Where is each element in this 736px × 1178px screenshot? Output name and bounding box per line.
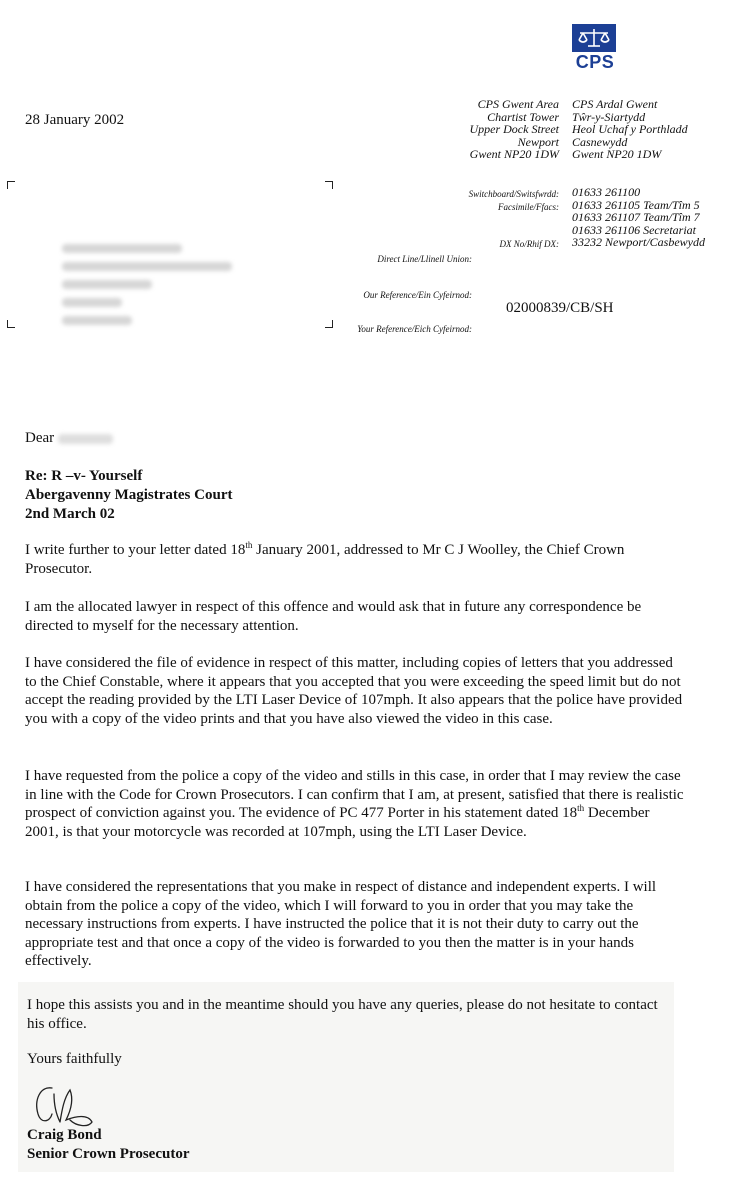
corner-mark [325,181,333,189]
paragraph-4 [25,767,685,841]
contact-values [572,186,736,249]
address-welsh [572,98,732,161]
salutation [25,430,113,447]
cps-logo [572,24,618,72]
p1-text: January 2001, addressed to Mr C J Woolley, the Chief Crown Prosecutor. [25,542,625,577]
paragraph-3: I have considered the file of evidence in respect of this matter, including copies of letters that you addressed to the Chief Constable, where it appears that you accepted that you were exceeding the speed limit but do not accept the reading provided by the LTI Laser Device of 107mph. It also appears that the police have provided you with a copy of the video prints and that you have also viewed the video in this case. [25,655,683,727]
address-line: Heol Uchaf y Porthladd [572,122,688,137]
fax-number: 01633 261107 Team/Tîm 7 [572,210,700,225]
redacted-line [62,298,122,307]
ordinal-suffix: th [245,540,253,550]
dx-label: DX No/Rhif DX: [499,239,559,250]
address-english [420,98,559,161]
address-line: CPS Gwent Area [477,97,559,111]
redacted-line [62,262,232,271]
paragraph-2: I am the allocated lawyer in respect of this offence and would ask that in future any correspondence be directed to myself for the necessary attention. [25,599,642,634]
corner-mark [7,320,15,328]
redacted-line [62,280,152,289]
address-line: CPS Ardal Gwent [572,97,658,111]
address-line: Chartist Tower [487,109,559,124]
re-line: Re: R –v- Yourself [25,468,143,484]
scales-of-justice-icon [572,24,616,52]
our-reference-value: 02000839/CB/SH [506,300,614,316]
logo-text: CPS [575,52,615,72]
signatory-name: Craig Bond [27,1127,102,1143]
re-line: Abergavenny Magistrates Court [25,487,233,503]
handwritten-signature [30,1080,100,1130]
signatory-title: Senior Crown Prosecutor [27,1146,190,1162]
paragraph-5: I have considered the representations that you make in respect of distance and independent experts. I will obtain from the police a copy of the video, which I will forward to you in order that you may take the necessary instructions from experts. I have instructed the police that it is not their duty to carry out the appropriate test and that once a copy of the video is forwarded to you then the matter is in your hands effectively. [25,879,657,970]
your-reference-label: Your Reference/Eich Cyfeirnod: [357,324,472,334]
switchboard-number: 01633 261100 [572,185,641,199]
address-line: Casnewydd [572,134,628,149]
letter-date: 28 January 2002 [25,112,125,128]
ordinal-suffix: th [577,803,585,814]
fax-number: 01633 261105 Team/Tîm 5 [572,197,700,212]
signatory [27,1126,190,1164]
paragraph-1 [25,541,685,578]
contact-labels [420,188,559,251]
switchboard-label: Switchboard/Switsfwrdd: [468,189,559,199]
address-line: Tŵr-y-Siartydd [572,109,646,124]
salutation-text: Dear [25,430,55,446]
p4-text: I have requested from the police a copy of the video and stills in this case, in order that I may review the case in line with the Code for Crown Prosecutors. I can confirm that I am, at present, satisfied that there is realistic prospect of conviction against you. The evidence of PC 477 Porter in his statement dated 18 [25,768,684,822]
recipient-address-redacted [62,244,242,334]
paragraph-6: I hope this assists you and in the meantime should you have any queries, please do not hesitate to contact his office. [27,997,658,1032]
our-reference-label: Our Reference/Ein Cyfeirnod: [363,290,472,300]
closing: Yours faithfully [27,1051,122,1067]
redacted-line [62,316,132,325]
p4-text: December 2001, is that your motorcycle was recorded at 107mph, using the LTI Laser Device. [25,805,650,840]
redacted-line [62,244,182,253]
p1-text: I write further to your letter dated 18 [25,542,246,558]
dx-number: 33232 Newport/Casbewydd [572,235,706,250]
re-line: 2nd March 02 [25,506,115,522]
redacted-name [58,434,113,444]
corner-mark [7,181,15,189]
fax-number: 01633 261106 Secretariat [572,222,696,237]
direct-line-label: Direct Line/Llinell Union: [377,254,472,264]
address-line: Newport [517,134,559,149]
fax-label: Facsimile/Ffacs: [498,201,559,212]
address-line: Gwent NP20 1DW [469,147,559,162]
address-line: Upper Dock Street [469,122,559,137]
address-line: Gwent NP20 1DW [572,147,662,162]
re-block [25,467,232,524]
